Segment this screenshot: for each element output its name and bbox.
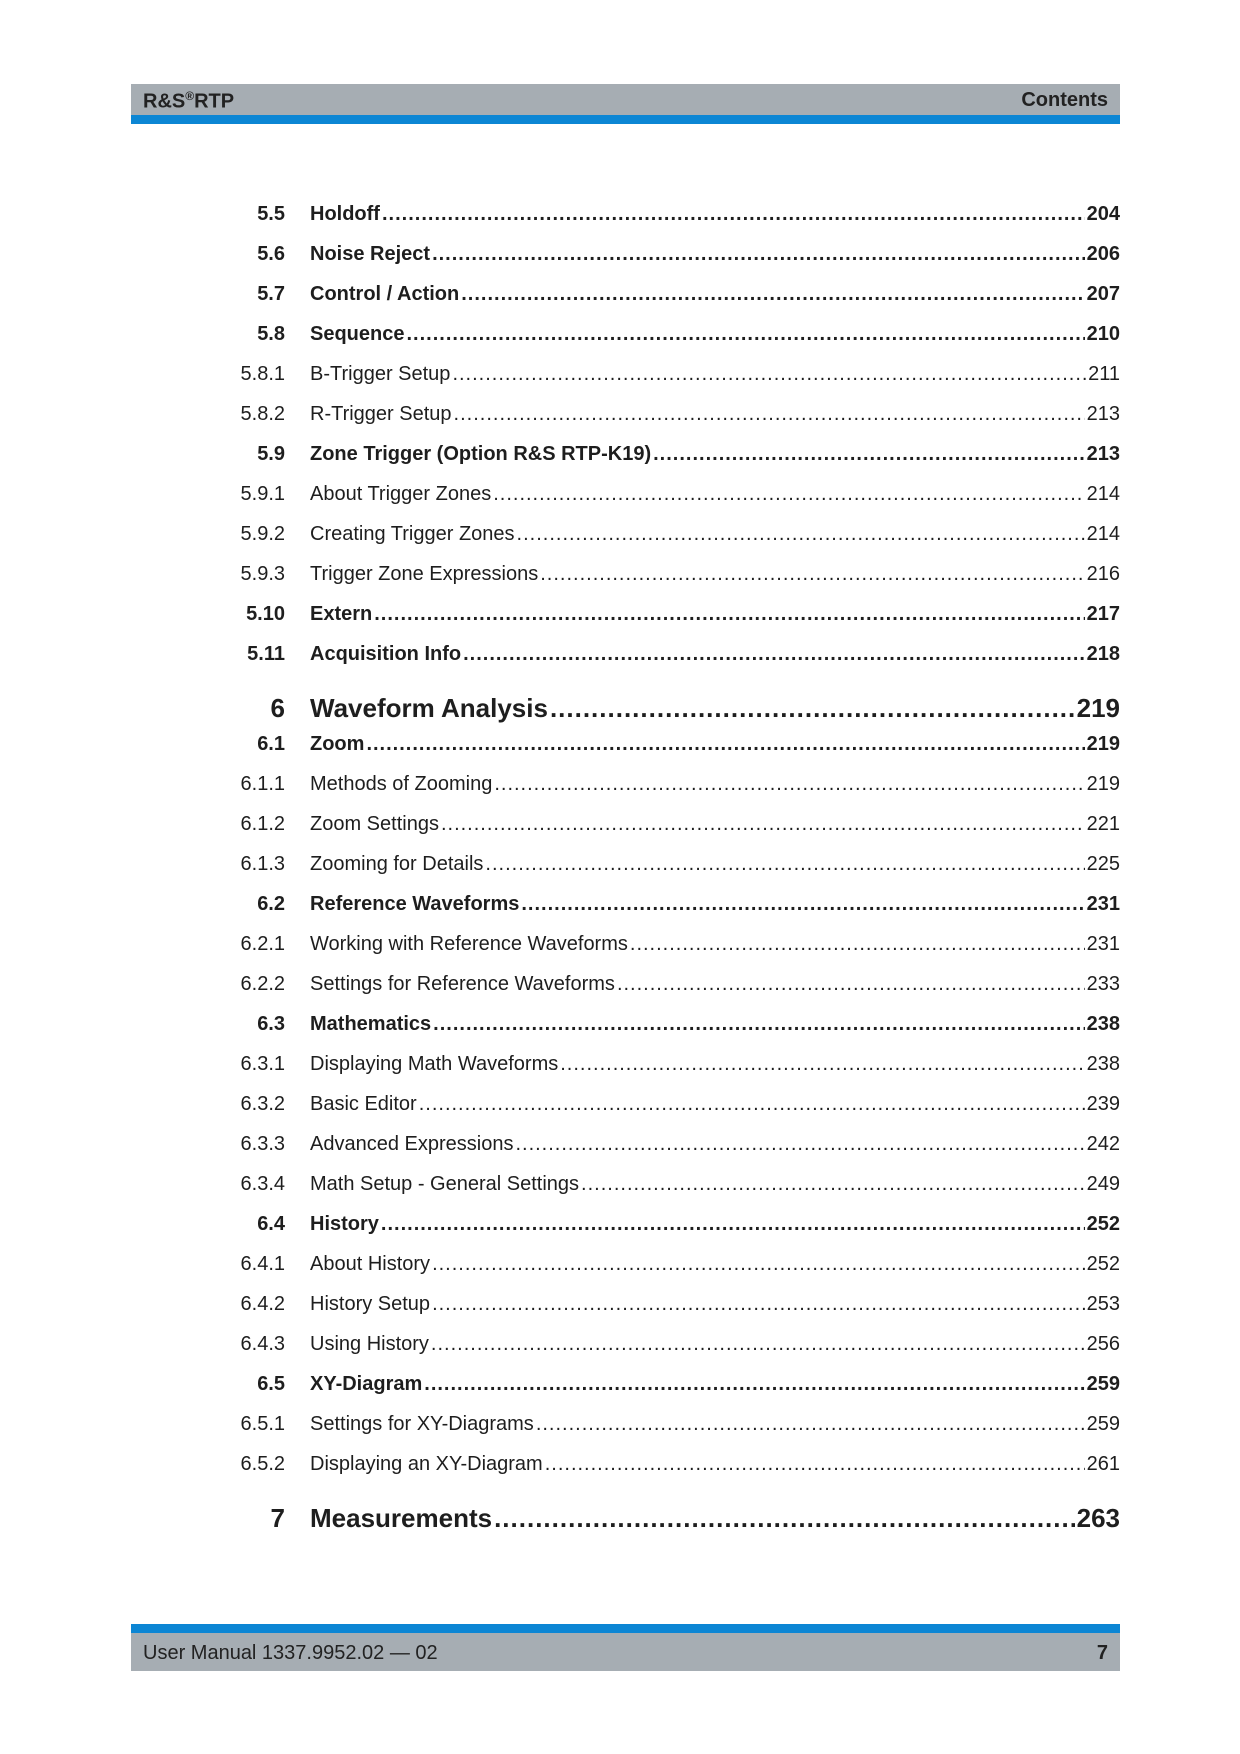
toc-entry-number: 6.1: [257, 733, 285, 755]
toc-entry[interactable]: [205, 483, 1120, 517]
toc-leader-dots: [545, 1453, 1085, 1476]
toc-entry-title[interactable]: About History: [310, 1253, 431, 1275]
toc-entry[interactable]: [205, 1213, 1120, 1247]
toc-entry[interactable]: [205, 323, 1120, 357]
toc-entry-title[interactable]: History: [310, 1213, 379, 1235]
toc-leader-dots: [515, 1133, 1084, 1156]
toc-entry-number: 5.9.3: [240, 563, 285, 585]
toc-entry-title[interactable]: Advanced Expressions: [310, 1133, 514, 1155]
toc-entry[interactable]: [205, 443, 1120, 477]
header-section: Contents: [1021, 89, 1108, 111]
toc-leader-dots: [433, 1013, 1084, 1036]
toc-entry-page[interactable]: 217: [1086, 603, 1120, 625]
toc-entry[interactable]: [205, 1173, 1120, 1207]
toc-entry[interactable]: [205, 1013, 1120, 1047]
toc-entry-number: 6.4.1: [240, 1253, 285, 1275]
toc-entry-number: 6.2.2: [240, 973, 285, 995]
toc-entry-page[interactable]: 261: [1086, 1453, 1120, 1475]
toc-leader-dots: [381, 1213, 1085, 1236]
toc-entry-page[interactable]: 216: [1086, 563, 1120, 585]
toc-entry-page[interactable]: 233: [1086, 973, 1120, 995]
toc-entry-number: 6.3.1: [240, 1053, 285, 1075]
toc-entry[interactable]: [205, 733, 1120, 767]
toc-leader-dots: [517, 523, 1085, 546]
toc-entry-title[interactable]: Acquisition Info: [310, 643, 462, 665]
header-rule: [131, 115, 1120, 124]
toc-entry[interactable]: [205, 1373, 1120, 1407]
toc-entry-page[interactable]: 221: [1086, 813, 1120, 835]
toc-entry[interactable]: [205, 403, 1120, 437]
toc-entry-page[interactable]: 206: [1086, 243, 1120, 265]
toc-entry-number: 5.6: [257, 243, 285, 265]
toc-entry-title[interactable]: Creating Trigger Zones: [310, 523, 515, 545]
toc-entry-number: 6.3: [257, 1013, 285, 1035]
toc-entry-number: 6: [270, 693, 285, 723]
toc-entry-title[interactable]: XY-Diagram: [310, 1373, 423, 1395]
toc-entry-title[interactable]: Reference Waveforms: [310, 893, 520, 915]
toc-entry-title[interactable]: Zoom: [310, 733, 365, 755]
toc-leader-dots: [406, 323, 1084, 346]
toc-entry-number: 6.5: [257, 1373, 285, 1395]
toc-entry[interactable]: [205, 973, 1120, 1007]
toc-entry[interactable]: [205, 1293, 1120, 1327]
toc-entry-page[interactable]: 207: [1086, 283, 1120, 305]
toc-entry-title[interactable]: Trigger Zone Expressions: [310, 563, 539, 585]
toc-entry-title[interactable]: Math Setup - General Settings: [310, 1173, 580, 1195]
toc-entry-page[interactable]: 242: [1086, 1133, 1120, 1155]
toc-entry-number: 5.11: [247, 643, 285, 665]
toc-entry-title[interactable]: Waveform Analysis: [310, 693, 548, 723]
toc-entry-page[interactable]: 253: [1086, 1293, 1120, 1315]
toc-leader-dots: [485, 853, 1084, 876]
toc-entry[interactable]: [205, 1453, 1120, 1487]
toc-entry-page[interactable]: 219: [1086, 773, 1120, 795]
toc-entry-title[interactable]: Measurements: [310, 1503, 493, 1533]
toc-entry[interactable]: [205, 363, 1120, 397]
toc-entry-title[interactable]: Holdoff: [310, 203, 380, 225]
toc-entry-page[interactable]: 249: [1086, 1173, 1120, 1195]
toc-entry-page[interactable]: 213: [1086, 403, 1120, 425]
toc-entry-number: 5.10: [246, 603, 285, 625]
toc-entry-page[interactable]: 231: [1086, 933, 1120, 955]
toc-entry-title[interactable]: Mathematics: [310, 1013, 432, 1035]
toc-leader-dots: [374, 603, 1084, 626]
toc-entry-number: 5.8.1: [240, 363, 285, 385]
toc-leader-dots: [536, 1413, 1085, 1436]
toc-leader-dots: [463, 643, 1085, 666]
toc-entry-number: 6.5.2: [240, 1453, 285, 1475]
toc-leader-dots: [493, 483, 1084, 506]
toc-entry-number: 5.5: [257, 203, 285, 225]
toc-entry-title[interactable]: Settings for XY-Diagrams: [310, 1413, 534, 1435]
toc-entry-title[interactable]: Displaying Math Waveforms: [310, 1053, 559, 1075]
toc-entry-number: 6.2: [257, 893, 285, 915]
toc-entry-page[interactable]: 259: [1086, 1413, 1120, 1435]
toc-entry-number: 6.2.1: [240, 933, 285, 955]
toc-entry[interactable]: [205, 1333, 1120, 1367]
toc-entry-page[interactable]: 263: [1076, 1503, 1120, 1533]
toc-entry[interactable]: [205, 1093, 1120, 1127]
toc-entry-title[interactable]: Noise Reject: [310, 243, 431, 265]
toc-entry-number: 6.3.2: [240, 1093, 285, 1115]
toc-leader-dots: [419, 1093, 1085, 1116]
toc-entry-title[interactable]: Basic Editor: [310, 1093, 417, 1115]
toc-entry-page[interactable]: 231: [1086, 893, 1120, 915]
toc-leader-dots: [432, 243, 1085, 266]
toc-entry-title[interactable]: Zoom Settings: [310, 813, 439, 835]
toc-entry[interactable]: [205, 523, 1120, 557]
toc-entry-number: 7: [270, 1503, 285, 1533]
toc-entry-number: 5.7: [257, 283, 285, 305]
toc-entry[interactable]: [205, 1503, 1120, 1537]
toc-entry[interactable]: [205, 283, 1120, 317]
footer-rule: [131, 1624, 1120, 1633]
toc-leader-dots: [461, 283, 1084, 306]
toc-entry[interactable]: [205, 893, 1120, 927]
toc-entry-title[interactable]: Settings for Reference Waveforms: [310, 973, 615, 995]
toc-leader-dots: [382, 203, 1085, 226]
toc-leader-dots: [560, 1053, 1084, 1076]
toc-leader-dots: [452, 363, 1086, 386]
toc-entry-title[interactable]: Zone Trigger (Option R&S RTP-K19): [310, 443, 652, 465]
header-product-name: RTP: [194, 90, 235, 113]
toc-entry-number: 6.1.3: [240, 853, 285, 875]
toc-entry-number: 5.9: [257, 443, 285, 465]
toc-entry[interactable]: [205, 643, 1120, 677]
toc-entry-title[interactable]: History Setup: [310, 1293, 431, 1315]
toc-entry-page[interactable]: 213: [1086, 443, 1120, 465]
toc-leader-dots: [630, 933, 1085, 956]
footer-doc-id: User Manual 1337.9952.02 ― 02: [143, 1642, 438, 1664]
toc-leader-dots: [581, 1173, 1085, 1196]
toc-entry-number: 6.3.3: [240, 1133, 285, 1155]
toc-entry[interactable]: [205, 603, 1120, 637]
toc-leader-dots: [366, 733, 1084, 756]
toc-leader-dots: [494, 1503, 1075, 1534]
toc-entry[interactable]: [205, 853, 1120, 887]
toc-entry[interactable]: [205, 933, 1120, 967]
toc-entry-page[interactable]: 225: [1086, 853, 1120, 875]
toc-entry-page[interactable]: 219: [1076, 693, 1120, 723]
toc-leader-dots: [550, 693, 1075, 724]
toc-entry[interactable]: [205, 813, 1120, 847]
toc-entry[interactable]: [205, 1133, 1120, 1167]
toc-entry[interactable]: [205, 1253, 1120, 1287]
toc-entry-title[interactable]: About Trigger Zones: [310, 483, 492, 505]
header-product-prefix: R&S: [143, 90, 186, 113]
toc-entry-page[interactable]: 214: [1086, 523, 1120, 545]
toc-entry-page[interactable]: 259: [1086, 1373, 1120, 1395]
toc-leader-dots: [653, 443, 1085, 466]
toc-entry-number: 5.8: [257, 323, 285, 345]
toc-entry-title[interactable]: B-Trigger Setup: [310, 363, 451, 385]
toc-entry-page[interactable]: 252: [1086, 1253, 1120, 1275]
toc-entry-number: 5.9.1: [240, 483, 285, 505]
toc-entry-page[interactable]: 252: [1086, 1213, 1120, 1235]
toc-leader-dots: [432, 1293, 1085, 1316]
toc-entry-page[interactable]: 238: [1086, 1013, 1120, 1035]
toc-entry-title[interactable]: Control / Action: [310, 283, 460, 305]
toc-entry-number: 6.4: [257, 1213, 285, 1235]
footer-page-number: 7: [1096, 1642, 1108, 1664]
toc-leader-dots: [494, 773, 1084, 796]
toc-leader-dots: [432, 1253, 1085, 1276]
toc-leader-dots: [424, 1373, 1084, 1396]
toc-entry-number: 6.1.1: [240, 773, 285, 795]
toc-leader-dots: [431, 1333, 1085, 1356]
toc-leader-dots: [454, 403, 1085, 426]
toc-leader-dots: [617, 973, 1085, 996]
toc-entry[interactable]: [205, 693, 1120, 727]
toc-entry-page[interactable]: 210: [1086, 323, 1120, 345]
toc-entry-title[interactable]: Zooming for Details: [310, 853, 484, 875]
toc-entry-number: 6.4.3: [240, 1333, 285, 1355]
toc-entry-title[interactable]: Using History: [310, 1333, 429, 1355]
toc-entry[interactable]: [205, 563, 1120, 597]
toc-entry-page[interactable]: 238: [1086, 1053, 1120, 1075]
toc-entry[interactable]: [205, 773, 1120, 807]
toc-leader-dots: [540, 563, 1084, 586]
toc-entry-page[interactable]: 211: [1088, 363, 1120, 385]
toc-entry-number: 6.3.4: [240, 1173, 285, 1195]
page-header: [131, 84, 1120, 115]
toc-entry-number: 5.8.2: [240, 403, 285, 425]
header-product: [143, 89, 234, 114]
toc-entry[interactable]: [205, 1413, 1120, 1447]
toc-entry-title[interactable]: Methods of Zooming: [310, 773, 493, 795]
toc-entry-number: 5.9.2: [240, 523, 285, 545]
toc-entry-page[interactable]: 218: [1086, 643, 1120, 665]
toc-entry[interactable]: [205, 243, 1120, 277]
toc-entry-number: 6.1.2: [240, 813, 285, 835]
page-footer: [131, 1633, 1120, 1671]
toc-entry-number: 6.4.2: [240, 1293, 285, 1315]
toc-entry[interactable]: [205, 1053, 1120, 1087]
registered-mark: ®: [185, 89, 195, 103]
toc-leader-dots: [521, 893, 1084, 916]
toc-entry-page[interactable]: 214: [1086, 483, 1120, 505]
toc-entry-page[interactable]: 256: [1086, 1333, 1120, 1355]
toc-entry-title[interactable]: Sequence: [310, 323, 405, 345]
toc-entry-title[interactable]: Extern: [310, 603, 373, 625]
toc-entry-title[interactable]: R-Trigger Setup: [310, 403, 452, 425]
toc-entry-title[interactable]: Displaying an XY-Diagram: [310, 1453, 543, 1475]
toc-leader-dots: [441, 813, 1085, 836]
toc-entry-number: 6.5.1: [240, 1413, 285, 1435]
toc-entry-page[interactable]: 204: [1086, 203, 1120, 225]
toc-entry-title[interactable]: Working with Reference Waveforms: [310, 933, 628, 955]
toc-entry-page[interactable]: 219: [1086, 733, 1120, 755]
toc-entry-page[interactable]: 239: [1086, 1093, 1120, 1115]
toc-entry[interactable]: [205, 203, 1120, 237]
